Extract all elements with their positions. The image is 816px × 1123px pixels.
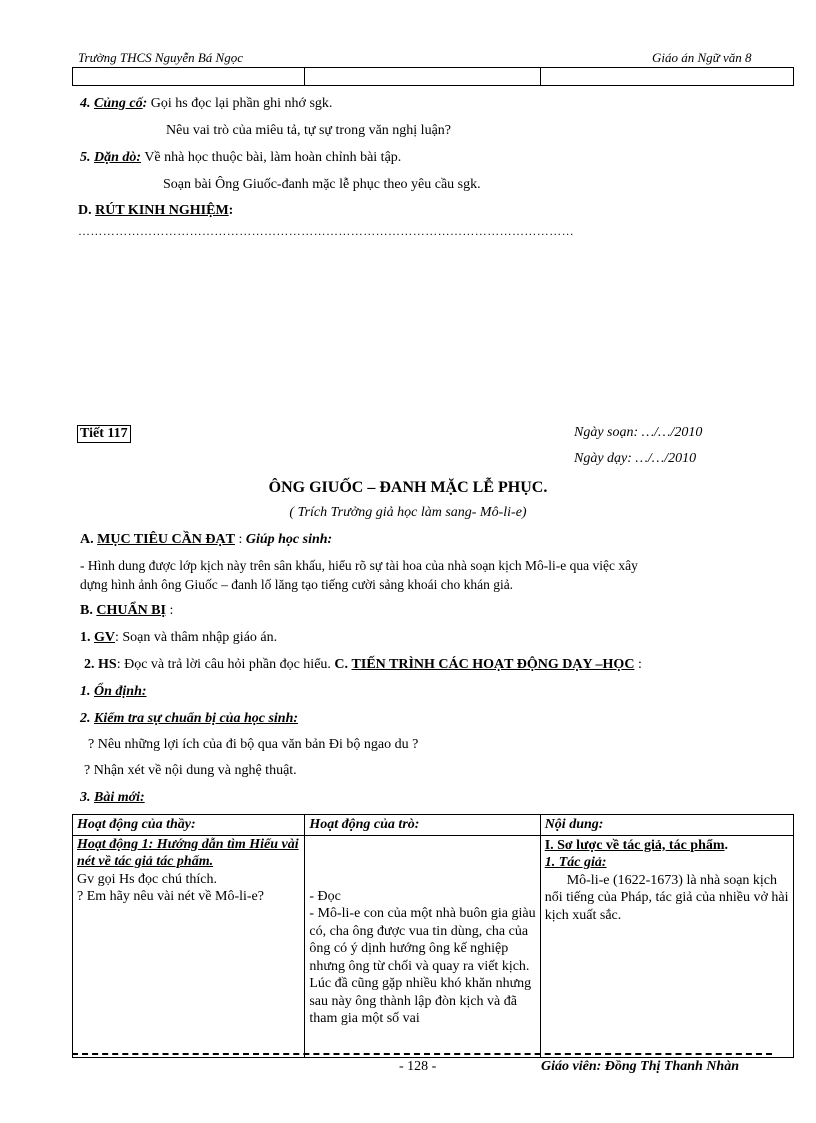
check-question-2: ? Nhận xét về nội dung và nghệ thuật.	[84, 763, 297, 778]
homework-label: Dặn dò:	[94, 150, 142, 165]
consolidation-text2: Nêu vai trò của miêu tả, tự sự trong văn nghị luận?	[166, 123, 451, 138]
step3-label: Bài mới:	[94, 790, 145, 805]
consolidation-text1: Gọi hs đọc lại phần ghi nhớ sgk.	[150, 96, 333, 111]
header-student: Hoạt động của trò:	[309, 817, 420, 832]
step1	[80, 684, 147, 700]
process-suffix: :	[634, 657, 642, 672]
consolidation-line1: 4. Củng cố: Gọi hs đọc lại phần ghi nhớ sgk.	[80, 96, 333, 111]
teacher-line1: Gv gọi Hs đọc chú thích.	[77, 871, 217, 887]
lesson-period: Tiết 117	[77, 425, 131, 443]
lesson-prep-date: Ngày soạn: …/…/2010	[574, 425, 703, 440]
preparation-heading	[80, 603, 173, 619]
content-cell	[541, 836, 793, 926]
teacher-line2: ? Em hãy nêu vài nét về Mô-li-e?	[77, 889, 264, 904]
teacher-activity: Hoạt động 1: Hướng dẫn tìm Hiểu vài nét về tác giả tác phẩm.	[77, 836, 299, 869]
teacher-cell	[73, 836, 304, 907]
lesson-table-header-row	[73, 815, 794, 836]
preparation-hs	[84, 657, 642, 673]
student-line1: - Đọc	[309, 888, 341, 904]
student-cell	[305, 836, 539, 1057]
footer-rule	[72, 1053, 772, 1055]
experience-heading	[78, 203, 233, 219]
preparation-gv	[80, 630, 277, 646]
objectives-line2: dựng hình ảnh ông Giuốc – đanh lố lăng tạo tiếng cười sảng khoái cho khán giả.	[80, 577, 514, 592]
content-section-suffix: .	[724, 837, 729, 853]
objectives-help: Giúp học sinh:	[245, 532, 333, 547]
preparation-gv-label: GV	[94, 630, 115, 645]
header-teacher: Hoạt động của thầy:	[77, 817, 196, 832]
step1-label: Ổn định:	[94, 684, 147, 699]
experience-dots: …………………………………………………………………………………………………………	[78, 224, 574, 238]
objectives-label: MỤC TIÊU CẦN ĐẠT	[97, 532, 235, 547]
consolidation-num: 4.	[80, 96, 91, 111]
lesson-teach-date: Ngày dạy: …/…/2010	[574, 451, 697, 466]
check-question-1: ? Nêu những lợi ích của đi bộ qua văn bản Đi bộ ngao du ?	[88, 737, 419, 752]
process-label: TIẾN TRÌNH CÁC HOẠT ĐỘNG DẠY –HỌC	[351, 657, 635, 672]
preparation-gv-num: 1.	[80, 630, 91, 645]
process-prefix: C.	[334, 657, 349, 672]
header-subject: Giáo án Ngữ văn 8	[652, 50, 752, 65]
objectives-heading	[80, 532, 332, 548]
preparation-prefix: B.	[80, 603, 93, 618]
preparation-hs-label: 2. HS	[84, 657, 117, 672]
step2-label: Kiểm tra sự chuẩn bị của học sinh:	[94, 711, 299, 726]
footer-teacher: Giáo viên: Đồng Thị Thanh Nhàn	[541, 1059, 739, 1074]
lesson-title: ÔNG GIUỐC – ĐANH MẶC LỄ PHỤC.	[268, 479, 548, 496]
step3-num: 3.	[80, 790, 91, 805]
lesson-subtitle: ( Trích Trưởng giả học làm sang- Mô-li-e)	[289, 505, 527, 520]
preparation-gv-text: : Soạn và thâm nhập giáo án.	[115, 630, 278, 645]
step2-num: 2.	[80, 711, 91, 726]
step1-num: 1.	[80, 684, 91, 699]
experience-prefix: D.	[78, 203, 92, 218]
homework-text1: Về nhà học thuộc bài, làm hoàn chỉnh bài tập.	[144, 150, 402, 165]
content-text: Mô-li-e (1622-1673) là nhà soạn kịch nổi tiếng của Pháp, tác giả của nhiều vở hài kịch xuất sắc.	[544, 872, 789, 923]
homework-num: 5.	[80, 150, 91, 165]
lesson-table	[72, 814, 794, 1058]
consolidation-label: Củng cố	[94, 96, 143, 111]
objectives-sep: :	[234, 532, 246, 547]
preparation-suffix: :	[165, 603, 174, 618]
experience-suffix: :	[228, 203, 234, 218]
homework-line1	[80, 150, 401, 166]
objectives-line1: - Hình dung được lớp kịch này trên sân khấu, hiểu rõ sự tài hoa của nhà soạn kịch Mô-li-e qua việc xây	[80, 558, 638, 573]
preparation-label: CHUẨN BỊ	[96, 603, 166, 618]
header-content: Nội dung:	[544, 817, 604, 832]
student-line2: - Mô-li-e con của một nhà buôn gia giàu có, cha ông được vua tin dùng, cha của ông có ý dịnh hướng ông kế nghiệp nhưng ông từ chối và quay ra viết kịch. Lúc đầ cũng gặp nhiều khó khăn nhưng sau này ông thành lập đòn kịch và đã tham gia một số vai	[309, 906, 536, 1026]
lesson-table-row	[73, 835, 794, 1057]
step2	[80, 711, 298, 727]
objectives-prefix: A.	[80, 532, 94, 547]
homework-text2: Soạn bài Ông Giuốc-đanh mặc lễ phục theo yêu cầu sgk.	[163, 177, 481, 192]
step3	[80, 790, 145, 806]
content-sub: 1. Tác giả:	[544, 855, 607, 870]
preparation-hs-text: : Đọc và trả lời câu hỏi phần đọc hiểu.	[116, 657, 331, 672]
carryover-table-row	[72, 67, 794, 86]
experience-label: RÚT KINH NGHIỆM	[95, 203, 229, 218]
footer-page-number: - 128 -	[399, 1059, 437, 1074]
header-school: Trường THCS Nguyễn Bá Ngọc	[78, 50, 243, 65]
content-section: I. Sơ lược về tác giả, tác phẩm	[544, 837, 725, 853]
